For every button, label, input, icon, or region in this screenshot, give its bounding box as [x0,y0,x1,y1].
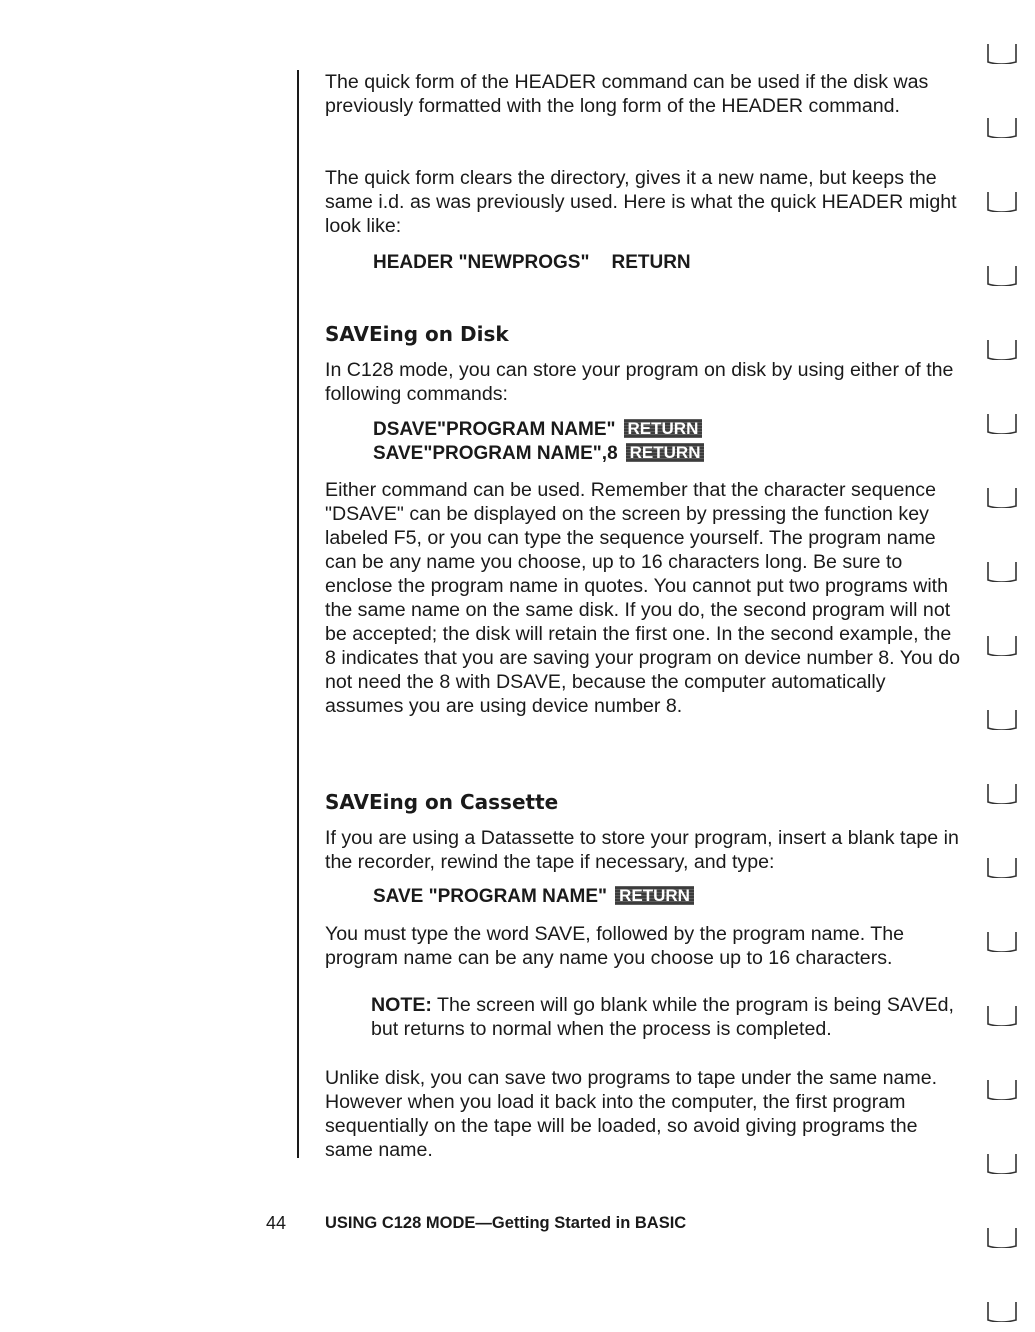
binder-hole-icon [982,696,1020,730]
return-key: RETURN [626,443,705,462]
intro-paragraph-1: The quick form of the HEADER command can be used if the disk was previously formatted with the long form of the HEADER command. [325,71,929,117]
binder-hole-icon [982,1140,1020,1174]
return-key: RETURN [624,419,703,438]
binder-hole-icon [982,400,1020,434]
header-command [373,251,691,275]
cassette-paragraph-2: You must type the word SAVE, followed by the program name. The program name can be any name you choose up to 16 characters. [325,923,905,969]
binder-hole-icon [982,1066,1020,1100]
binder-hole-icon [982,252,1020,286]
command-text: SAVE"PROGRAM NAME",8 [373,443,618,464]
binder-hole-icon [982,548,1020,582]
return-key: RETURN [615,886,694,905]
binder-hole-icon [982,1288,1020,1322]
cassette-paragraph-3: Unlike disk, you can save two programs to tape under the same name. However when you load it back into the computer, the first program sequentially on the tape will be loaded, so avoid giving programs the same name. [325,1067,938,1161]
page-number: 44 [266,1213,287,1233]
binder-hole-icon [982,104,1020,138]
binder-hole-icon [982,30,1020,64]
margin-rule [297,70,299,1158]
dsave-command [373,418,702,442]
command-text: SAVE "PROGRAM NAME" [373,886,608,907]
binder-hole-icon [982,844,1020,878]
section-heading-disk: SAVEing on Disk [325,322,509,346]
binder-hole-icon [982,326,1020,360]
note-text: The screen will go blank while the program is being SAVEd, but returns to normal when the process is completed. [371,994,954,1040]
note-block [371,993,961,1041]
binder-hole-icon [982,770,1020,804]
cassette-paragraph-1: If you are using a Datassette to store your program, insert a blank tape in the recorder, rewind the tape if necessary, and type: [325,827,959,873]
command-text: HEADER "NEWPROGS" [373,252,590,273]
save-tape-command [373,885,694,909]
disk-paragraph-2: Either command can be used. Remember that the character sequence "DSAVE" can be displayed on the screen by pressing the function key labeled F5, or you can type the sequence yourself. The program name can be any name you choose, up to 16 characters long. Be sure to enclose the program name in quotes. You cannot put two programs with the same name on the same disk. If you do, the second program will not be accepted; the disk will retain the first one. In the second example, the 8 indicates that you are saving your program on device number 8. You do not need the 8 with DSAVE, because the computer automatically assumes you are using device number 8. [325,479,961,717]
section-heading-cassette: SAVEing on Cassette [325,790,559,814]
binder-hole-icon [982,918,1020,952]
return-key-label: RETURN [611,252,691,273]
running-title: USING C128 MODE—Getting Started in BASIC [325,1214,687,1232]
binder-hole-icon [982,1214,1020,1248]
disk-paragraph-1: In C128 mode, you can store your program on disk by using either of the following commands: [325,359,954,405]
binder-hole-icon [982,178,1020,212]
intro-paragraph-2: The quick form clears the directory, gives it a new name, but keeps the same i.d. as was previously used. Here is what the quick HEADER might look like: [325,167,957,237]
binder-hole-icon [982,622,1020,656]
save-disk-command [373,442,704,466]
command-text: DSAVE"PROGRAM NAME" [373,419,616,440]
note-label: NOTE: [371,994,432,1016]
binder-hole-icon [982,992,1020,1026]
binder-hole-icon [982,474,1020,508]
